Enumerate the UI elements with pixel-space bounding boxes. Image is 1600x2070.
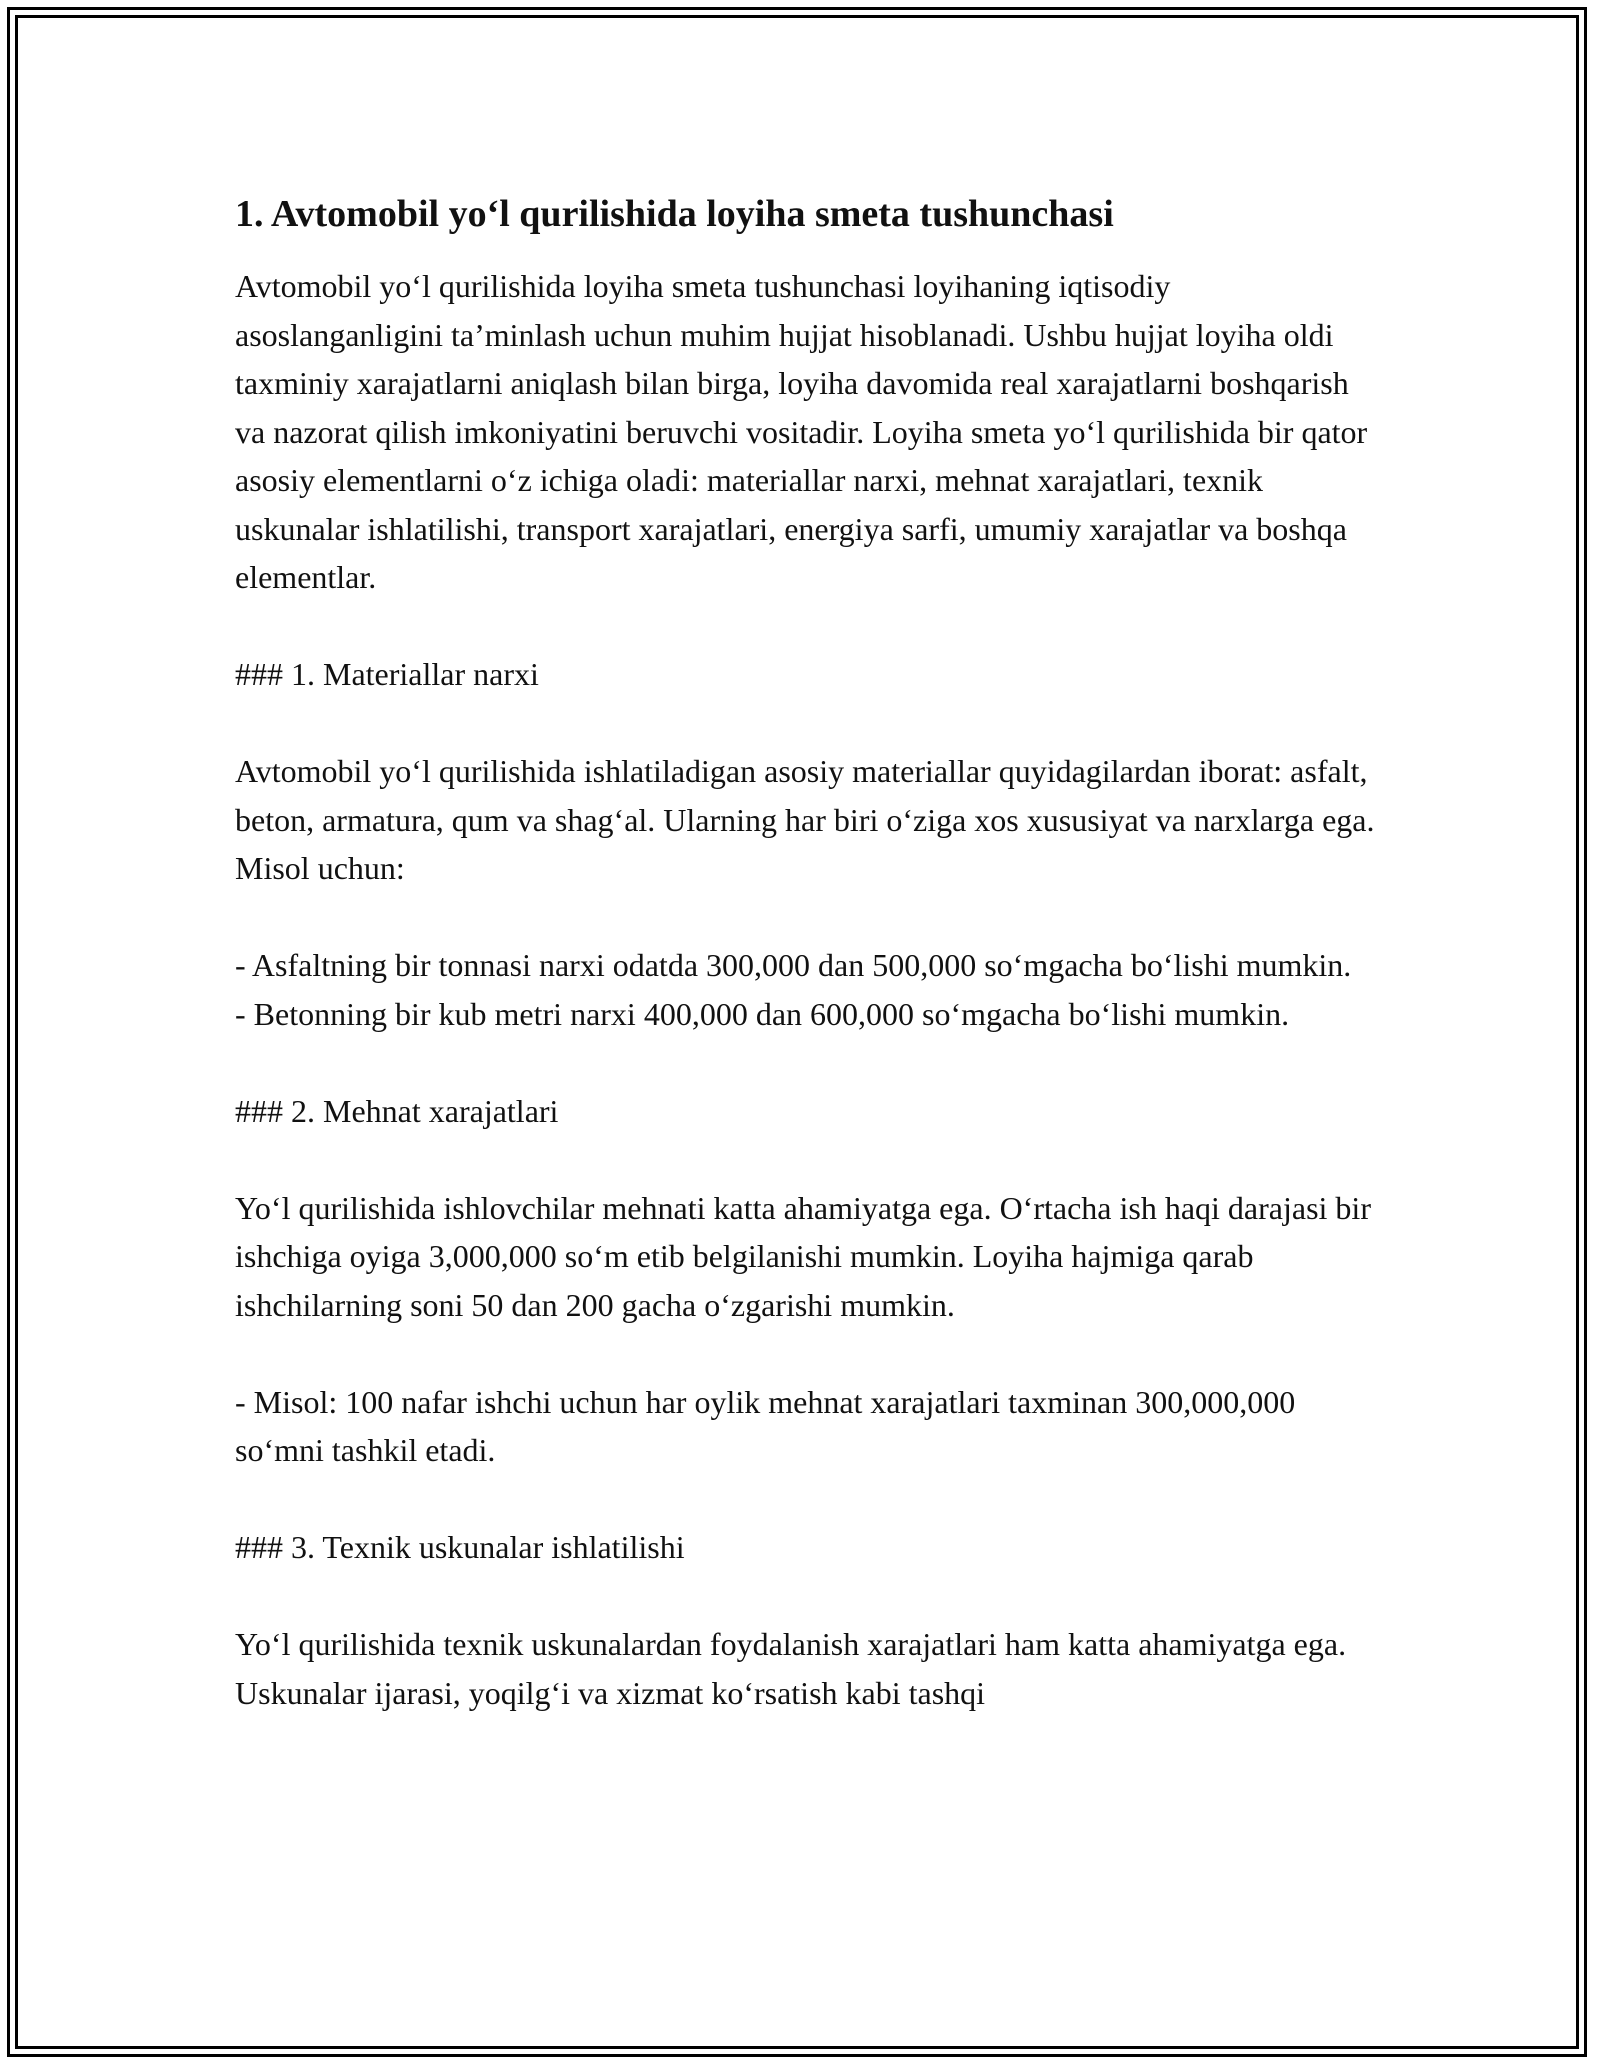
section-heading-labor: ### 2. Mehnat xarajatlari <box>235 1092 559 1129</box>
spacer <box>235 893 1385 942</box>
spacer <box>235 1135 1385 1184</box>
document-body <box>235 190 1385 1717</box>
list-item-labor-example: - Misol: 100 nafar ishchi uchun har oylik mehnat xarajatlari taxminan 300,000,000 so‘mni tashkil etadi. <box>235 1383 1296 1468</box>
materials-paragraph: Avtomobil yo‘l qurilishida ishlatiladigan asosiy materiallar quyidagilardan iborat: asfalt, beton, armatura, qum va shag‘al. Ularning har biri o‘ziga xos xususiyat va narxlarga ega. Misol uchun: <box>235 753 1375 886</box>
spacer <box>235 1038 1385 1087</box>
spacer <box>235 1475 1385 1524</box>
intro-paragraph: Avtomobil yo‘l qurilishida loyiha smeta tushunchasi loyihaning iqtisodiy asoslanganligini ta’minlash uchun muhim hujjat hisoblanadi. Ushbu hujjat loyiha oldi taxminiy xarajatlarni aniqlash bilan birga, loyiha davomida real xarajatlarni boshqarish va nazorat qilish imkoniyatini beruvchi vositadir. Loyiha smeta yo‘l qurilishida bir qator asosiy elementlarni o‘z ichiga oladi: materiallar narxi, mehnat xarajatlari, texnik uskunalar ishlatilishi, transport xarajatlari, energiya sarfi, umumiy xarajatlar va boshqa elementlar. <box>235 268 1368 595</box>
list-item-concrete: - Betonning bir kub metri narxi 400,000 dan 600,000 so‘mgacha bo‘lishi mumkin. <box>235 995 1290 1032</box>
spacer <box>235 1572 1385 1621</box>
spacer <box>235 699 1385 748</box>
spacer <box>235 1329 1385 1378</box>
section-heading-equipment: ### 3. Texnik uskunalar ishlatilishi <box>235 1529 685 1565</box>
list-item-asphalt: - Asfaltning bir tonnasi narxi odatda 300,000 dan 500,000 so‘mgacha bo‘lishi mumkin. <box>235 947 1352 983</box>
equipment-paragraph: Yo‘l qurilishida texnik uskunalardan foydalanish xarajatlari ham katta ahamiyatga ega. Uskunalar ijarasi, yoqilg‘i va xizmat ko‘rsatish kabi tashqi <box>235 1626 1347 1711</box>
spacer <box>235 602 1385 651</box>
document-title: 1. Avtomobil yo‘l qurilishida loyiha smeta tushunchasi <box>235 193 1114 235</box>
labor-paragraph: Yo‘l qurilishida ishlovchilar mehnati katta ahamiyatga ega. O‘rtacha ish haqi darajasi bir ishchiga oyiga 3,000,000 so‘m etib belgilanishi mumkin. Loyiha hajmiga qarab ishchilarning soni 50 dan 200 gacha o‘zgarishi mumkin. <box>235 1189 1371 1323</box>
section-heading-materials: ### 1. Materiallar narxi <box>235 656 539 692</box>
